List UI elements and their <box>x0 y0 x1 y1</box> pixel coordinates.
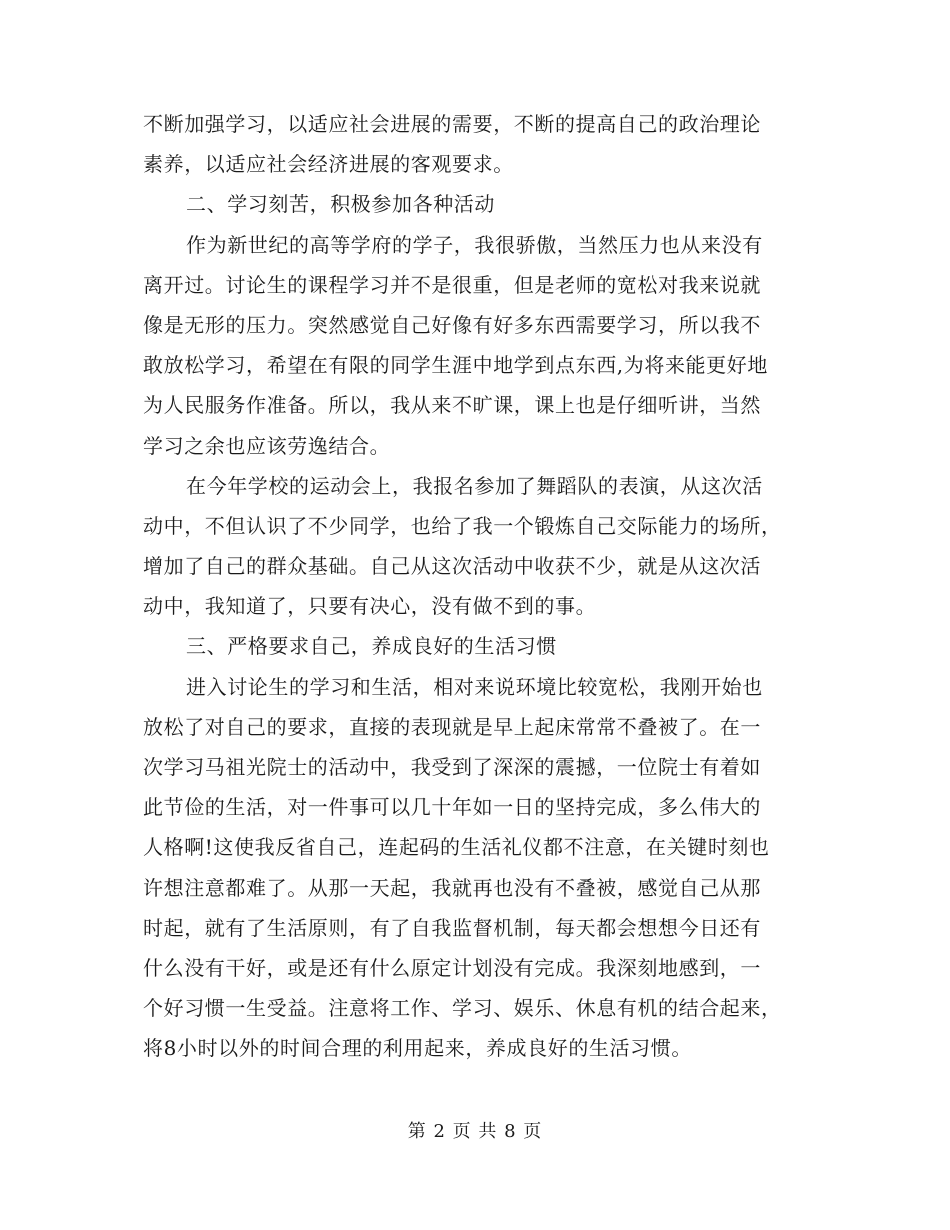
text-line: 为人民服务作准备。所以，我从来不旷课，课上也是仔细听讲，当然 <box>143 393 761 418</box>
text-line: 作为新世纪的高等学府的学子，我很骄傲，当然压力也从来没有 <box>186 232 763 257</box>
text-line: 动中，不但认识了不少同学，也给了我一个锻炼自己交际能力的场所， <box>143 513 782 538</box>
text-line: 不断加强学习，以适应社会进展的需要，不断的提高自己的政治理论 <box>143 112 761 136</box>
text-line: 放松了对自己的要求，直接的表现就是早上起床常常不叠被了。在一 <box>143 714 761 739</box>
text-line: 进入讨论生的学习和生活，相对来说环境比较宽松，我刚开始也 <box>186 674 763 699</box>
text-line: 动中，我知道了，只要有决心，没有做不到的事。 <box>143 594 597 619</box>
text-line: 时起，就有了生活原则，有了自我监督机制，每天都会想想今日还有 <box>143 915 761 940</box>
text-line: 增加了自己的群众基础。自己从这次活动中收获不少，就是从这次活 <box>143 554 761 579</box>
section-heading: 三、严格要求自己，养成良好的生活习惯 <box>186 634 557 659</box>
text-line: 人格啊!这使我反省自己，连起码的生活礼仪都不注意，在关键时刻也 <box>143 835 770 860</box>
text-line: 素养，以适应社会经济进展的客观要求。 <box>143 152 514 177</box>
text-line: 敢放松学习，希望在有限的同学生涯中地学到点东西,为将来能更好地 <box>143 353 768 378</box>
text-line: 在今年学校的运动会上，我报名参加了舞蹈队的表演，从这次活 <box>186 473 763 498</box>
text-line: 次学习马祖光院士的活动中，我受到了深深的震撼，一位院士有着如 <box>143 755 761 779</box>
page-number-footer: 第 2 页 共 8 页 <box>407 1121 543 1142</box>
text-line: 许想注意都难了。从那一天起，我就再也没有不叠被，感觉自己从那 <box>143 875 761 900</box>
text-line: 将8小时以外的时间合理的利用起来，养成良好的生活习惯。 <box>143 1036 692 1061</box>
text-line: 像是无形的压力。突然感觉自己好像有好多东西需要学习，所以我不 <box>143 312 761 337</box>
text-line: 离开过。讨论生的课程学习并不是很重，但是老师的宽松对我来说就 <box>143 272 761 297</box>
section-heading: 二、学习刻苦，积极参加各种活动 <box>186 192 495 217</box>
text-line: 此节俭的生活，对一件事可以几十年如一日的坚持完成，多么伟大的 <box>143 795 761 820</box>
document-body <box>143 104 809 1069</box>
text-line: 什么没有干好，或是还有什么原定计划没有完成。我深刻地感到，一 <box>143 955 761 980</box>
text-line: 个好习惯一生受益。注意将工作、学习、娱乐、休息有机的结合起来， <box>143 996 782 1021</box>
text-line: 学习之余也应该劳逸结合。 <box>143 433 391 458</box>
